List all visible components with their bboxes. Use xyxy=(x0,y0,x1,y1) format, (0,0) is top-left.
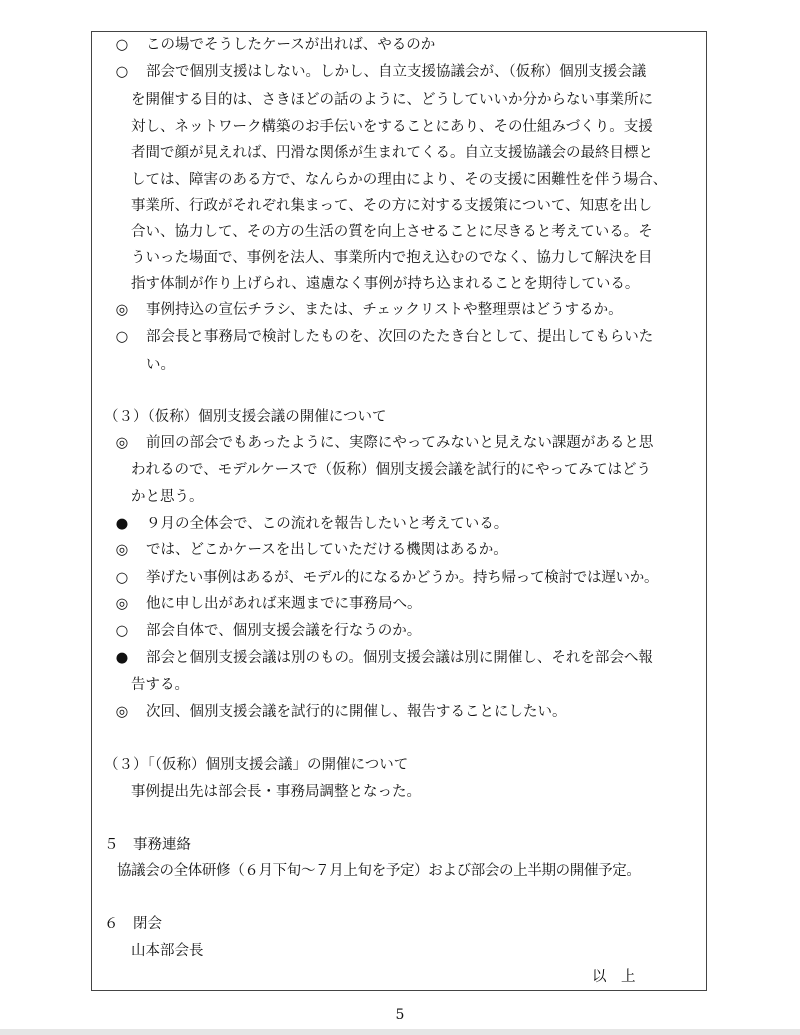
body-line: この場でそうしたケースが出れば、やるのか xyxy=(146,37,436,53)
body-line: 部会で個別支援はしない。しかし、自立支援協議会が、（仮称）個別支援会議 xyxy=(146,64,647,80)
body-line: ういった場面で、事例を法人、事業所内で抱え込むのでなく、協力して解決を目 xyxy=(131,250,653,266)
bullet-mark: ○ xyxy=(115,64,129,80)
bullet-mark: ◎ xyxy=(115,302,129,318)
closing-text: 以 上 xyxy=(592,969,636,985)
body-line: では、どこかケースを出していただける機関はあるか。 xyxy=(146,542,508,558)
body-line: い。 xyxy=(146,357,175,373)
body-line: 事業所、行政がそれぞれ集まって、その方に対する支援策について、知恵を出し xyxy=(131,198,653,214)
bullet-mark: ○ xyxy=(115,37,129,53)
section-heading: ５ 事務連絡 xyxy=(104,837,191,853)
bullet-mark: ○ xyxy=(115,329,129,345)
body-line: 次回、個別支援会議を試行的に開催し、報告することにしたい。 xyxy=(146,704,567,720)
bullet-mark: ○ xyxy=(115,623,129,639)
body-line: 挙げたい事例はあるが、モデル的になるかどうか。持ち帰って検討では遅いか。 xyxy=(146,570,659,586)
body-line: かと思う。 xyxy=(131,489,204,505)
body-line: 前回の部会でもあったように、実際にやってみないと見えない課題があると思 xyxy=(146,435,654,451)
body-line: 者間で顔が見えれば、円滑な関係が生まれてくる。自立支援協議会の最終目標と xyxy=(131,145,653,161)
body-line: 部会長と事務局で検討したものを、次回のたたき台として、提出してもらいた xyxy=(146,329,654,345)
body-line: われるので、モデルケースで（仮称）個別支援会議を試行的にやってみてはどう xyxy=(131,462,651,478)
page-number: 5 xyxy=(395,1007,405,1023)
body-line: 指す体制が作り上げられ、遠慮なく事例が持ち込まれることを期待している。 xyxy=(131,276,640,292)
bullet-mark: ◎ xyxy=(115,435,129,451)
body-line: を開催する目的は、さきほどの話のように、どうしていいか分からない事業所に xyxy=(131,92,653,108)
bullet-mark: ● xyxy=(115,516,129,532)
bullet-mark: ◎ xyxy=(115,704,129,720)
body-line: 対し、ネットワーク構築のお手伝いをすることにあり、その仕組みづくり。支援 xyxy=(131,119,653,135)
body-line: 事例持込の宣伝チラシ、または、チェックリストや整理票はどうするか。 xyxy=(146,302,623,318)
body-line: 告する。 xyxy=(131,677,189,693)
body-line: ９月の全体会で、この流れを報告したいと考えている。 xyxy=(146,516,509,532)
section-heading: ６ 閉会 xyxy=(104,916,162,932)
section-heading: （３）「（仮称）個別支援会議」の開催について xyxy=(104,757,409,773)
body-line: 合い、協力して、その方の生活の質を向上させることに尽きると考えている。そ xyxy=(131,224,653,240)
body-line: しては、障害のある方で、なんらかの理由により、その支援に困難性を伴う場合、 xyxy=(131,172,668,188)
bullet-mark: ◎ xyxy=(115,596,129,612)
bullet-mark: ○ xyxy=(115,570,129,586)
body-line: 部会自体で、個別支援会議を行なうのか。 xyxy=(146,623,422,639)
bullet-mark: ● xyxy=(115,650,129,666)
body-line: 協議会の全体研修（６月下旬～７月上旬を予定）および部会の上半期の開催予定。 xyxy=(117,863,641,879)
body-line: 部会と個別支援会議は別のもの。個別支援会議は別に開催し、それを部会へ報 xyxy=(146,650,653,666)
section-heading: （３）（仮称）個別支援会議の開催について xyxy=(104,409,387,425)
body-line: 山本部会長 xyxy=(131,943,204,959)
body-line: 事例提出先は部会長・事務局調整となった。 xyxy=(131,784,421,800)
bullet-mark: ◎ xyxy=(115,542,129,558)
viewer-bottom-bar xyxy=(0,1029,800,1035)
body-line: 他に申し出があれば来週までに事務局へ。 xyxy=(146,596,422,612)
